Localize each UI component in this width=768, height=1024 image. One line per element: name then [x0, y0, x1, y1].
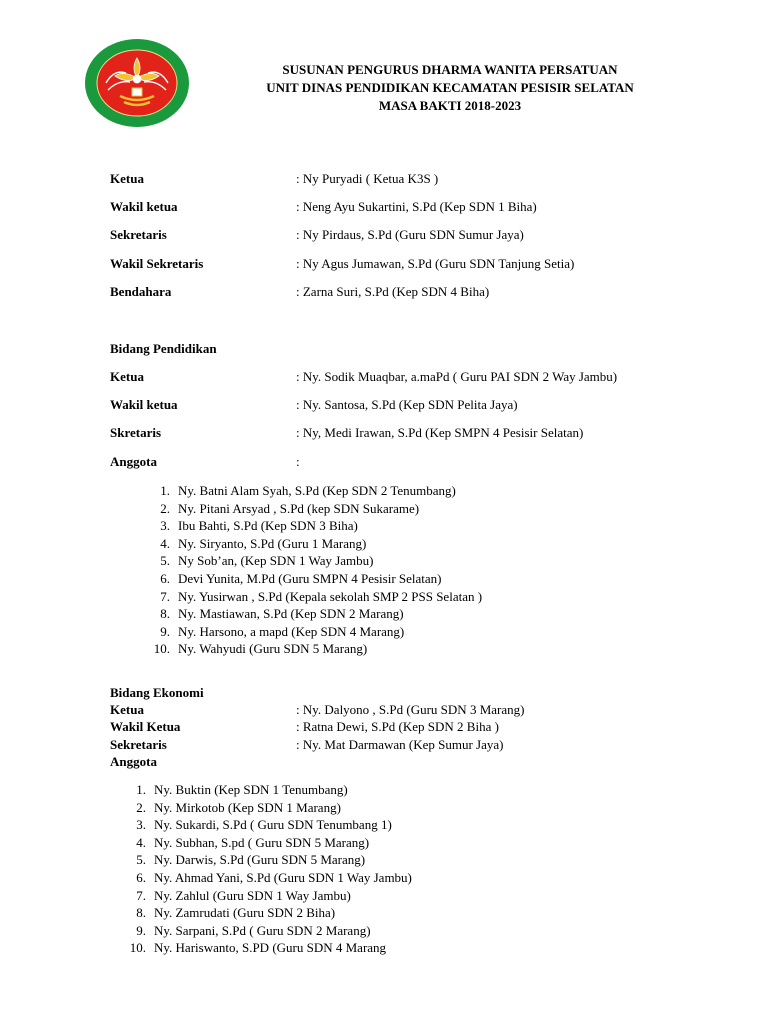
list-number: 9.: [160, 623, 170, 639]
list-text: Ny. Yusirwan , S.Pd (Kepala sekolah SMP 2 PSS Selatan ): [178, 588, 483, 604]
list-text: Ny. Siryanto, S.Pd (Guru 1 Marang): [178, 535, 367, 551]
row-label: Bendahara: [110, 284, 172, 299]
list-text: Ny. Batni Alam Syah, S.Pd (Kep SDN 2 Tenumbang): [178, 483, 456, 498]
title-line-2: UNIT DINAS PENDIDIKAN KECAMATAN PESISIR SELATAN: [266, 80, 634, 95]
row-value: : Ny. Mat Darmawan (Kep Sumur Jaya): [296, 737, 504, 752]
row-label: Wakil Sekretaris: [110, 256, 204, 271]
row-label: Ketua: [110, 171, 144, 186]
row-label: Ketua: [110, 369, 144, 384]
list-text: Devi Yunita, M.Pd (Guru SMPN 4 Pesisir Selatan): [178, 570, 442, 586]
title-line-3: MASA BAKTI 2018-2023: [378, 98, 522, 113]
row-label: Skretaris: [110, 425, 162, 440]
row-label: Ketua: [110, 702, 144, 717]
list-text: Ny. Buktin (Kep SDN 1 Tenumbang): [154, 782, 348, 797]
section-title-ekonomi: Bidang Ekonomi: [110, 685, 204, 700]
row-value: : Ny Pirdaus, S.Pd (Guru SDN Sumur Jaya): [296, 227, 524, 242]
row-value: : Zarna Suri, S.Pd (Kep SDN 4 Biha): [296, 284, 490, 299]
row-value: :: [296, 454, 300, 469]
row-value: : Ratna Dewi, S.Pd (Kep SDN 2 Biha ): [296, 719, 499, 734]
list-number: 8.: [136, 905, 146, 921]
title-line-1: SUSUNAN PENGURUS DHARMA WANITA PERSATUAN: [282, 62, 618, 77]
list-text: Ny Sob’an, (Kep SDN 1 Way Jambu): [178, 553, 374, 569]
list-text: Ny. Zamrudati (Guru SDN 2 Biha): [154, 905, 336, 921]
list-text: Ny. Pitani Arsyad , S.Pd (kep SDN Sukarame): [178, 500, 420, 516]
list-text: Ibu Bahti, S.Pd (Kep SDN 3 Biha): [178, 518, 358, 534]
list-number: 6.: [160, 570, 170, 586]
list-number: 5.: [160, 553, 170, 569]
row-value: : Ny, Medi Irawan, S.Pd (Kep SMPN 4 Pesisir Selatan): [296, 425, 584, 440]
row-value: : Ny Agus Jumawan, S.Pd (Guru SDN Tanjung Setia): [296, 256, 575, 271]
row-label: Sekretaris: [110, 737, 167, 752]
list-number: 1.: [160, 483, 170, 498]
list-number: 3.: [136, 817, 146, 833]
section-title-pendidikan: Bidang Pendidikan: [110, 341, 217, 356]
list-text: Ny. Ahmad Yani, S.Pd (Guru SDN 1 Way Jambu): [154, 869, 412, 885]
row-value: : Ny. Santosa, S.Pd (Kep SDN Pelita Jaya): [296, 397, 518, 412]
list-text: Ny. Sukardi, S.Pd ( Guru SDN Tenumbang 1): [154, 817, 392, 833]
list-number: 9.: [136, 922, 146, 938]
list-number: 5.: [136, 852, 146, 868]
row-value: : Ny Puryadi ( Ketua K3S ): [296, 171, 439, 186]
list-text: Ny. Mirkotob (Kep SDN 1 Marang): [154, 799, 341, 815]
list-number: 1.: [136, 782, 146, 797]
list-number: 7.: [136, 887, 146, 903]
list-text: Ny. Wahyudi (Guru SDN 5 Marang): [178, 641, 368, 657]
list-number: 4.: [160, 535, 170, 551]
list-number: 2.: [160, 500, 170, 516]
row-label: Anggota: [110, 754, 157, 769]
list-number: 10.: [129, 940, 146, 956]
row-label: Wakil ketua: [110, 199, 178, 214]
row-value: : Ny. Sodik Muaqbar, a.maPd ( Guru PAI SDN 2 Way Jambu): [296, 369, 618, 384]
row-label: Anggota: [110, 454, 157, 469]
row-label: Wakil ketua: [110, 397, 178, 412]
list-text: Ny. Darwis, S.Pd (Guru SDN 5 Marang): [154, 852, 366, 868]
list-text: Ny. Subhan, S.pd ( Guru SDN 5 Marang): [154, 834, 370, 850]
row-value: : Ny. Dalyono , S.Pd (Guru SDN 3 Marang): [296, 702, 525, 717]
list-text: Ny. Sarpani, S.Pd ( Guru SDN 2 Marang): [154, 922, 371, 938]
row-label: Sekretaris: [110, 227, 167, 242]
dharma-wanita-emblem-icon: [84, 38, 190, 128]
row-label: Wakil Ketua: [110, 719, 181, 734]
list-number: 6.: [136, 869, 146, 885]
document-title: [210, 61, 690, 115]
list-text: Ny. Harsono, a mapd (Kep SDN 4 Marang): [178, 623, 405, 639]
list-number: 10.: [153, 641, 170, 657]
list-number: 8.: [160, 606, 170, 622]
list-number: 4.: [136, 834, 146, 850]
list-number: 2.: [136, 799, 146, 815]
list-number: 7.: [160, 588, 170, 604]
row-value: : Neng Ayu Sukartini, S.Pd (Kep SDN 1 Biha): [296, 199, 537, 214]
list-text: Ny. Zahlul (Guru SDN 1 Way Jambu): [154, 887, 351, 903]
list-number: 3.: [160, 518, 170, 534]
list-text: Ny. Hariswanto, S.PD (Guru SDN 4 Marang: [154, 940, 387, 956]
list-text: Ny. Mastiawan, S.Pd (Kep SDN 2 Marang): [178, 606, 404, 622]
